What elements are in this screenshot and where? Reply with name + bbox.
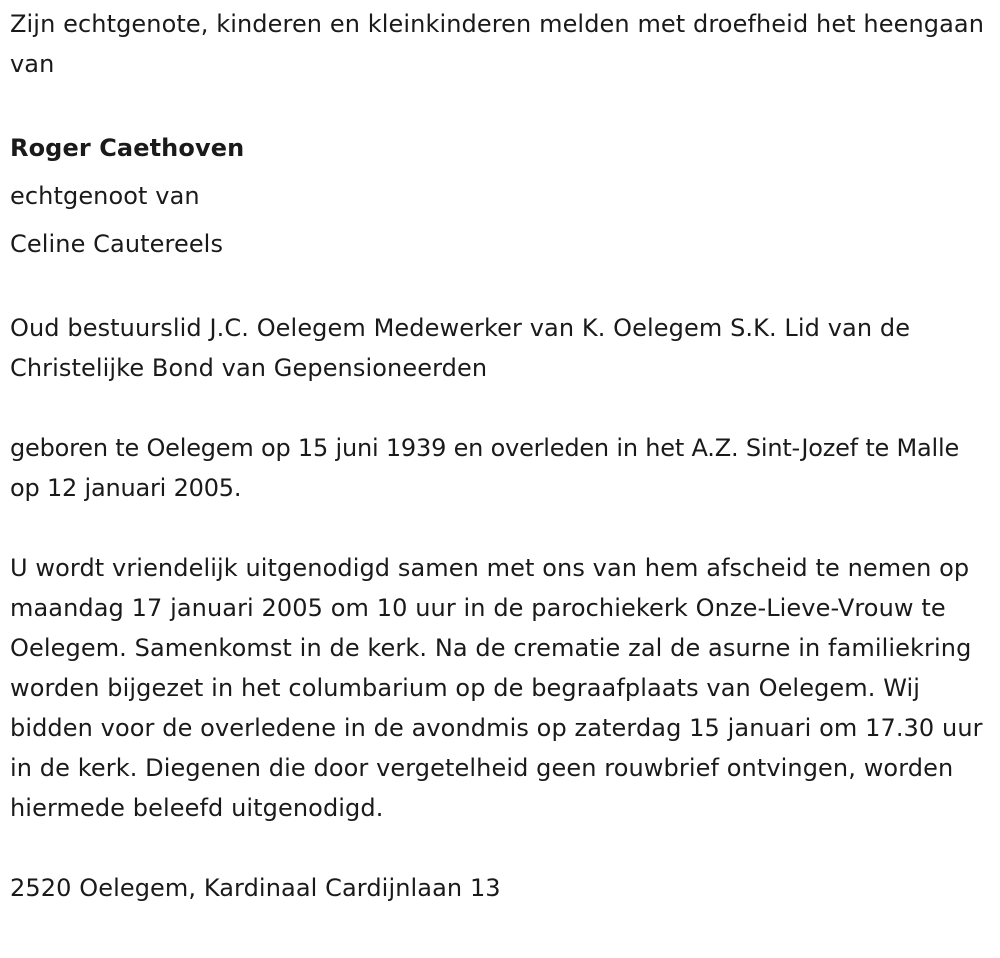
spouse-name: Celine Cautereels: [10, 230, 224, 258]
birth-death-paragraph: geboren te Oelegem op 15 juni 1939 en overleden in het A.Z. Sint-Jozef te Malle op 12 januari 2005.: [10, 434, 960, 502]
ceremony-paragraph: U wordt vriendelijk uitgenodigd samen met ons van hem afscheid te nemen op maandag 17 januari 2005 om 10 uur in de parochiekerk Onze-Lieve-Vrouw te Oelegem. Samenkomst in de kerk. Na de crematie zal de asurne in familiekring worden bijgezet in het columbarium op de begraafplaats van Oelegem. Wij bidden voor de overledene in de avondmis op zaterdag 15 januari om 17.30 uur in de kerk. Diegenen die door vergetelheid geen rouwbrief ontvingen, worden hiermede beleefd uitgenodigd.: [10, 554, 983, 822]
deceased-name: Roger Caethoven: [10, 134, 245, 162]
spacer: [10, 508, 990, 548]
spacer: [10, 388, 990, 428]
memberships-paragraph: Oud bestuurslid J.C. Oelegem Medewerker van K. Oelegem S.K. Lid van de Christelijke Bond van Gepensioneerden: [10, 314, 911, 382]
spacer: [10, 268, 990, 308]
relation-text: echtgenoot van: [10, 182, 200, 210]
spacer: [10, 828, 990, 868]
address-line: 2520 Oelegem, Kardinaal Cardijnlaan 13: [10, 874, 501, 902]
spacer: [10, 84, 990, 124]
intro-paragraph: Zijn echtgenote, kinderen en kleinkinderen melden met droefheid het heengaan van: [10, 10, 985, 78]
